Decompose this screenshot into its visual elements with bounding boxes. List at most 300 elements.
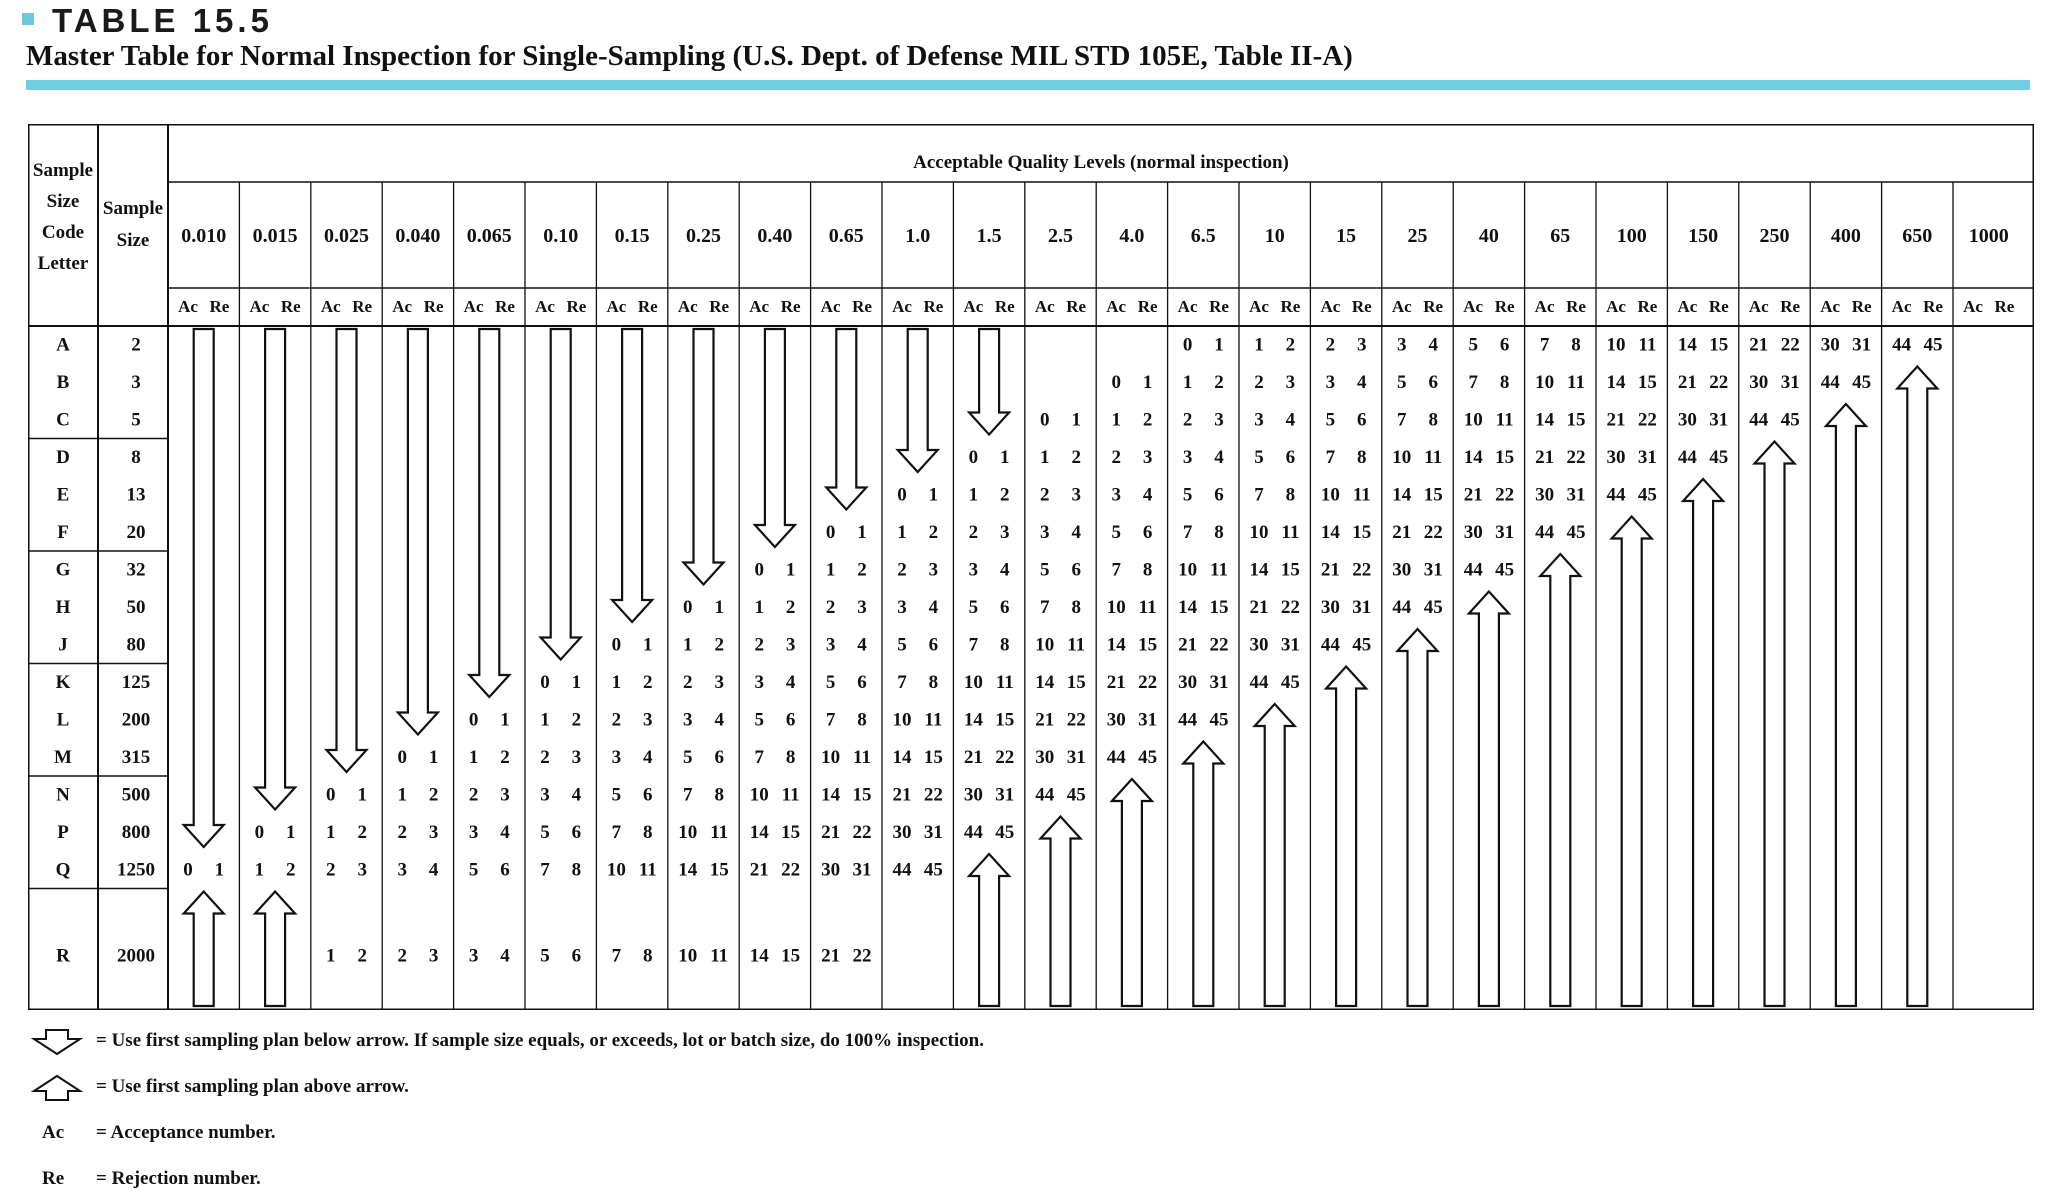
ac-value: 5: [1040, 559, 1050, 581]
re-value: 6: [571, 821, 582, 843]
re-value: 22: [852, 821, 872, 843]
aql-level: 0.25: [686, 225, 721, 247]
ac-value: 14: [1606, 371, 1626, 393]
ac-value: 1: [326, 945, 336, 967]
down-arrow-icon: [969, 329, 1009, 435]
ac-value: 10: [606, 859, 626, 881]
row-size: 2000: [117, 945, 155, 967]
re-label: Re: [1137, 297, 1158, 316]
ac-value: 21: [1106, 671, 1126, 693]
ac-value: 10: [1463, 409, 1483, 431]
re-value: 2: [500, 746, 510, 768]
re-value: 8: [1357, 446, 1367, 468]
re-value: 15: [781, 821, 801, 843]
ac-value: 30: [1106, 709, 1126, 731]
re-value: 31: [1138, 709, 1158, 731]
ac-value: 21: [1249, 596, 1269, 618]
re-value: 4: [785, 671, 796, 693]
re-value: 4: [428, 859, 439, 881]
ac-value: 14: [892, 746, 912, 768]
ac-value: 10: [749, 784, 769, 806]
ac-value: 30: [1535, 484, 1555, 506]
ac-value: 0: [611, 634, 622, 656]
re-value: 11: [1281, 521, 1300, 543]
re-value: 45: [1066, 784, 1086, 806]
re-value: 3: [857, 596, 867, 618]
re-value: 15: [1066, 671, 1086, 693]
ac-value: 10: [1106, 596, 1126, 618]
ac-value: 0: [183, 859, 193, 881]
sample-size-header: Size: [116, 230, 150, 251]
up-arrow-icon: [969, 854, 1009, 1006]
re-label: Re: [1780, 297, 1801, 316]
ac-value: 3: [1040, 521, 1050, 543]
re-value: 11: [1210, 559, 1228, 581]
ac-value: 30: [1820, 334, 1840, 356]
ac-value: 44: [1249, 671, 1269, 693]
down-arrow-icon: [898, 329, 938, 472]
re-value: 2: [1285, 334, 1296, 356]
re-value: 2: [1214, 371, 1224, 393]
row-letter: J: [58, 634, 68, 656]
re-value: 6: [1499, 334, 1510, 356]
ac-value: 7: [611, 821, 622, 843]
re-value: 6: [1000, 596, 1010, 618]
re-value: 31: [1780, 371, 1800, 393]
re-value: 8: [1071, 596, 1081, 618]
tag-marker: [22, 13, 34, 25]
ac-value: 1: [754, 596, 764, 618]
re-value: 4: [857, 634, 867, 656]
ac-value: 1: [1254, 334, 1264, 356]
ac-value: 7: [1111, 559, 1121, 581]
re-value: 8: [1285, 484, 1296, 506]
up-arrow-icon: [1755, 442, 1795, 1007]
up-arrow-icon: [28, 1073, 86, 1103]
re-label: Re: [1566, 297, 1586, 316]
re-value: 15: [781, 945, 801, 967]
ac-value: 2: [611, 709, 622, 731]
ac-value: 44: [963, 821, 983, 843]
down-arrow-icon: [612, 329, 652, 622]
re-value: 8: [857, 709, 867, 731]
re-label: Re: [1280, 297, 1301, 316]
ac-value: 7: [968, 634, 979, 656]
ac-value: 2: [1111, 446, 1121, 468]
aql-level: 65: [1550, 225, 1571, 247]
re-value: 4: [500, 821, 510, 843]
ac-value: 3: [1254, 409, 1264, 431]
re-label: Re: [1494, 297, 1515, 316]
re-value: 11: [1138, 596, 1157, 618]
down-arrow-icon: [826, 329, 866, 510]
down-arrow-icon: [28, 1027, 86, 1057]
re-value: 45: [1138, 746, 1158, 768]
ac-value: 3: [468, 945, 479, 967]
ac-value: 14: [963, 709, 983, 731]
ac-value: 5: [968, 596, 979, 618]
up-arrow-icon: [1612, 517, 1652, 1007]
ac-value: 2: [1040, 484, 1050, 506]
re-value: 15: [852, 784, 872, 806]
re-value: 4: [643, 746, 653, 768]
re-value: 4: [1285, 409, 1296, 431]
ac-value: 10: [1392, 446, 1412, 468]
re-value: 3: [1357, 334, 1367, 356]
ac-label: Ac: [1748, 297, 1769, 316]
re-value: 2: [643, 671, 653, 693]
ac-value: 30: [1178, 671, 1198, 693]
row-letter: M: [54, 746, 72, 768]
ac-value: 14: [749, 945, 769, 967]
up-arrow-icon: [1041, 817, 1081, 1007]
ac-value: 5: [468, 859, 479, 881]
ac-value: 1: [1111, 409, 1121, 431]
re-value: 45: [923, 859, 943, 881]
legend-symbol: Ac: [42, 1122, 65, 1143]
re-value: 31: [852, 859, 872, 881]
re-value: 1: [1142, 371, 1153, 393]
re-value: 11: [638, 859, 657, 881]
up-arrow-icon: [1469, 592, 1509, 1007]
row-letter: H: [55, 596, 71, 618]
ac-label: Ac: [1034, 297, 1055, 316]
re-value: 2: [1142, 409, 1153, 431]
ac-value: 5: [1111, 521, 1121, 543]
re-label: Re: [1066, 297, 1087, 316]
ac-value: 3: [1111, 484, 1121, 506]
ac-value: 2: [397, 821, 407, 843]
re-value: 15: [709, 859, 729, 881]
row-size: 800: [121, 821, 151, 843]
ac-value: 0: [326, 784, 336, 806]
ac-value: 10: [1249, 521, 1269, 543]
ac-label: Ac: [963, 297, 984, 316]
ac-value: 44: [1106, 746, 1126, 768]
down-arrow-icon: [398, 329, 438, 735]
re-value: 11: [995, 671, 1014, 693]
ac-value: 1: [683, 634, 693, 656]
re-value: 4: [714, 709, 724, 731]
re-label: Re: [1851, 297, 1872, 316]
re-value: 31: [1280, 634, 1300, 656]
aql-level: 6.5: [1190, 225, 1216, 247]
re-label: Re: [209, 297, 230, 316]
re-value: 1: [785, 559, 796, 581]
re-value: 3: [357, 859, 367, 881]
ac-value: 2: [1325, 334, 1336, 356]
re-value: 1: [928, 484, 939, 506]
row-size: 5: [131, 409, 141, 431]
re-value: 22: [1637, 409, 1657, 431]
aql-level: 2.5: [1048, 225, 1073, 247]
re-label: Re: [637, 297, 658, 316]
up-arrow-icon: [1826, 404, 1866, 1006]
ac-value: 44: [1535, 521, 1555, 543]
down-arrow-icon: [255, 329, 295, 810]
re-value: 3: [928, 559, 939, 581]
re-value: 22: [1423, 521, 1443, 543]
ac-value: 0: [968, 446, 979, 468]
re-value: 8: [1142, 559, 1153, 581]
re-value: 6: [714, 746, 724, 768]
re-value: 15: [1709, 334, 1729, 356]
ac-value: 14: [1677, 334, 1697, 356]
re-label: Re: [780, 297, 801, 316]
re-label: Re: [495, 297, 515, 316]
ac-value: 14: [1463, 446, 1483, 468]
down-arrow-icon: [541, 329, 581, 660]
ac-value: 0: [1111, 371, 1121, 393]
re-value: 15: [1423, 484, 1443, 506]
ac-value: 2: [468, 784, 479, 806]
ac-value: 14: [1320, 521, 1340, 543]
re-value: 45: [1423, 596, 1443, 618]
ac-value: 7: [683, 784, 693, 806]
re-value: 15: [1352, 521, 1372, 543]
re-value: 3: [1214, 409, 1224, 431]
row-size: 32: [126, 559, 146, 581]
re-value: 6: [857, 671, 867, 693]
re-value: 6: [500, 859, 510, 881]
legend-item: [28, 1110, 984, 1156]
re-value: 15: [1280, 559, 1300, 581]
re-label: Re: [566, 297, 587, 316]
ac-value: 3: [968, 559, 979, 581]
legend-item: [28, 1156, 984, 1202]
ac-value: 3: [468, 821, 479, 843]
re-value: 3: [785, 634, 796, 656]
aql-level: 650: [1902, 225, 1933, 247]
ac-value: 7: [1254, 484, 1264, 506]
ac-label: Ac: [463, 297, 484, 316]
re-value: 6: [1428, 371, 1438, 393]
sampling-table: [28, 124, 2034, 1010]
re-value: 1: [857, 521, 867, 543]
aql-level: 0.025: [324, 225, 369, 247]
re-value: 11: [1424, 446, 1443, 468]
ac-label: Ac: [1320, 297, 1341, 316]
aql-level: 0.15: [614, 225, 650, 247]
ac-value: 30: [1320, 596, 1340, 618]
re-value: 3: [1000, 521, 1010, 543]
re-value: 31: [1495, 521, 1515, 543]
ac-value: 0: [683, 596, 693, 618]
ac-value: 0: [254, 821, 265, 843]
re-value: 2: [1071, 446, 1081, 468]
ac-label: Ac: [392, 297, 413, 316]
re-value: 6: [1285, 446, 1296, 468]
re-value: 2: [714, 634, 724, 656]
re-value: 31: [1066, 746, 1086, 768]
aql-level: 0.010: [181, 225, 227, 247]
re-label: Re: [1923, 297, 1943, 316]
re-value: 11: [924, 709, 943, 731]
ac-value: 5: [540, 821, 550, 843]
up-arrow-icon: [1255, 704, 1295, 1006]
ac-label: Ac: [892, 297, 912, 316]
re-value: 45: [995, 821, 1015, 843]
re-value: 11: [1495, 409, 1514, 431]
ac-value: 30: [1677, 409, 1697, 431]
re-value: 6: [571, 945, 582, 967]
aql-level: 25: [1407, 225, 1428, 247]
ac-value: 1: [326, 821, 336, 843]
re-value: 31: [995, 784, 1015, 806]
re-value: 6: [928, 634, 939, 656]
ac-label: Ac: [1606, 297, 1626, 316]
ac-label: Ac: [1106, 297, 1127, 316]
row-letter: P: [57, 821, 69, 843]
re-value: 4: [1142, 484, 1153, 506]
re-value: 31: [1852, 334, 1872, 356]
ac-value: 14: [678, 859, 698, 881]
code-letter-header: Sample: [32, 160, 94, 181]
ac-value: 3: [754, 671, 764, 693]
re-value: 8: [643, 945, 653, 967]
ac-value: 10: [963, 671, 983, 693]
ac-value: 5: [1325, 409, 1336, 431]
re-value: 8: [571, 859, 582, 881]
ac-value: 2: [540, 746, 550, 768]
re-value: 45: [1280, 671, 1300, 693]
ac-value: 10: [1535, 371, 1555, 393]
re-value: 8: [785, 746, 796, 768]
re-label: Re: [994, 297, 1015, 316]
legend-item: [28, 1018, 984, 1064]
legend-text: = Use first sampling plan below arrow. If sample size equals, or exceeds, lot or batch size, do 100% inspection.: [96, 1030, 984, 1051]
re-value: 45: [1780, 409, 1800, 431]
ac-value: 44: [1820, 371, 1840, 393]
up-arrow-icon: [1183, 742, 1223, 1007]
re-value: 1: [500, 709, 510, 731]
row-letter: Q: [55, 859, 71, 881]
code-letter-header: Code: [41, 222, 85, 243]
re-value: 3: [571, 746, 582, 768]
re-value: 31: [1709, 409, 1729, 431]
ac-value: 44: [1392, 596, 1412, 618]
aql-level: 150: [1688, 225, 1719, 247]
aql-title: Acceptable Quality Levels (normal inspection): [913, 152, 1289, 173]
ac-value: 0: [825, 521, 836, 543]
ac-value: 7: [754, 746, 764, 768]
re-value: 8: [928, 671, 939, 693]
aql-level: 0.015: [252, 225, 298, 247]
up-arrow-icon: [1683, 479, 1723, 1006]
ac-value: 30: [1392, 559, 1412, 581]
row-size: 20: [126, 521, 146, 543]
aql-level: 400: [1830, 225, 1861, 247]
ac-value: 21: [1035, 709, 1055, 731]
re-value: 4: [1000, 559, 1010, 581]
ac-value: 30: [1249, 634, 1269, 656]
ac-value: 0: [468, 709, 479, 731]
re-value: 3: [428, 821, 439, 843]
sample-size-header: Sample: [102, 198, 164, 219]
ac-value: 10: [1320, 484, 1340, 506]
ac-label: Ac: [1391, 297, 1412, 316]
re-value: 6: [785, 709, 796, 731]
re-value: 4: [1214, 446, 1224, 468]
row-size: 1250: [117, 859, 155, 881]
ac-value: 3: [825, 634, 836, 656]
row-size: 500: [121, 784, 151, 806]
ac-value: 7: [1397, 409, 1407, 431]
row-letter: G: [55, 559, 71, 581]
up-arrow-icon: [1326, 667, 1366, 1007]
ac-value: 3: [897, 596, 907, 618]
ac-value: 14: [1249, 559, 1269, 581]
ac-value: 1: [254, 859, 265, 881]
code-letter-header: Letter: [37, 253, 89, 274]
ac-value: 5: [1468, 334, 1478, 356]
re-value: 6: [643, 784, 653, 806]
row-letter: A: [56, 334, 70, 356]
ac-label: Ac: [249, 297, 270, 316]
ac-value: 14: [749, 821, 769, 843]
ac-value: 14: [1035, 671, 1055, 693]
down-arrow-icon: [469, 329, 509, 697]
ac-value: 21: [821, 821, 841, 843]
ac-value: 3: [1182, 446, 1193, 468]
ac-value: 21: [1535, 446, 1555, 468]
re-value: 22: [1209, 634, 1229, 656]
ac-value: 2: [1254, 371, 1264, 393]
re-value: 8: [643, 821, 653, 843]
re-label: Re: [280, 297, 301, 316]
ac-value: 30: [892, 821, 912, 843]
ac-value: 7: [1182, 521, 1193, 543]
caption-rule: [26, 80, 2030, 90]
re-value: 2: [357, 945, 367, 967]
re-value: 3: [428, 945, 439, 967]
aql-level: 100: [1616, 225, 1647, 247]
re-value: 22: [781, 859, 801, 881]
ac-label: Ac: [1249, 297, 1269, 316]
re-value: 2: [286, 859, 296, 881]
ac-value: 1: [825, 559, 836, 581]
ac-value: 5: [540, 945, 550, 967]
up-arrow-icon: [1112, 779, 1152, 1006]
ac-value: 10: [678, 821, 698, 843]
aql-level: 0.65: [828, 225, 864, 247]
re-value: 22: [1495, 484, 1515, 506]
ac-value: 10: [892, 709, 912, 731]
ac-value: 10: [1178, 559, 1198, 581]
ac-value: 0: [1182, 334, 1193, 356]
aql-level: 0.40: [757, 225, 793, 247]
aql-level: 1000: [1968, 225, 2009, 247]
ac-value: 7: [611, 945, 622, 967]
ac-value: 2: [825, 596, 836, 618]
ac-value: 5: [683, 746, 693, 768]
re-label: Re: [852, 297, 872, 316]
ac-value: 21: [1606, 409, 1626, 431]
re-value: 4: [1428, 334, 1438, 356]
ac-value: 1: [1040, 446, 1050, 468]
re-value: 45: [1495, 559, 1515, 581]
aql-level: 250: [1759, 225, 1790, 247]
re-value: 31: [1566, 484, 1586, 506]
ac-value: 3: [683, 709, 693, 731]
row-letter: K: [55, 671, 71, 693]
re-label: Re: [1637, 297, 1658, 316]
ac-value: 14: [1178, 596, 1198, 618]
re-value: 3: [1285, 371, 1296, 393]
legend-text: = Rejection number.: [96, 1168, 261, 1189]
aql-level: 15: [1336, 225, 1357, 247]
ac-value: 0: [397, 746, 407, 768]
